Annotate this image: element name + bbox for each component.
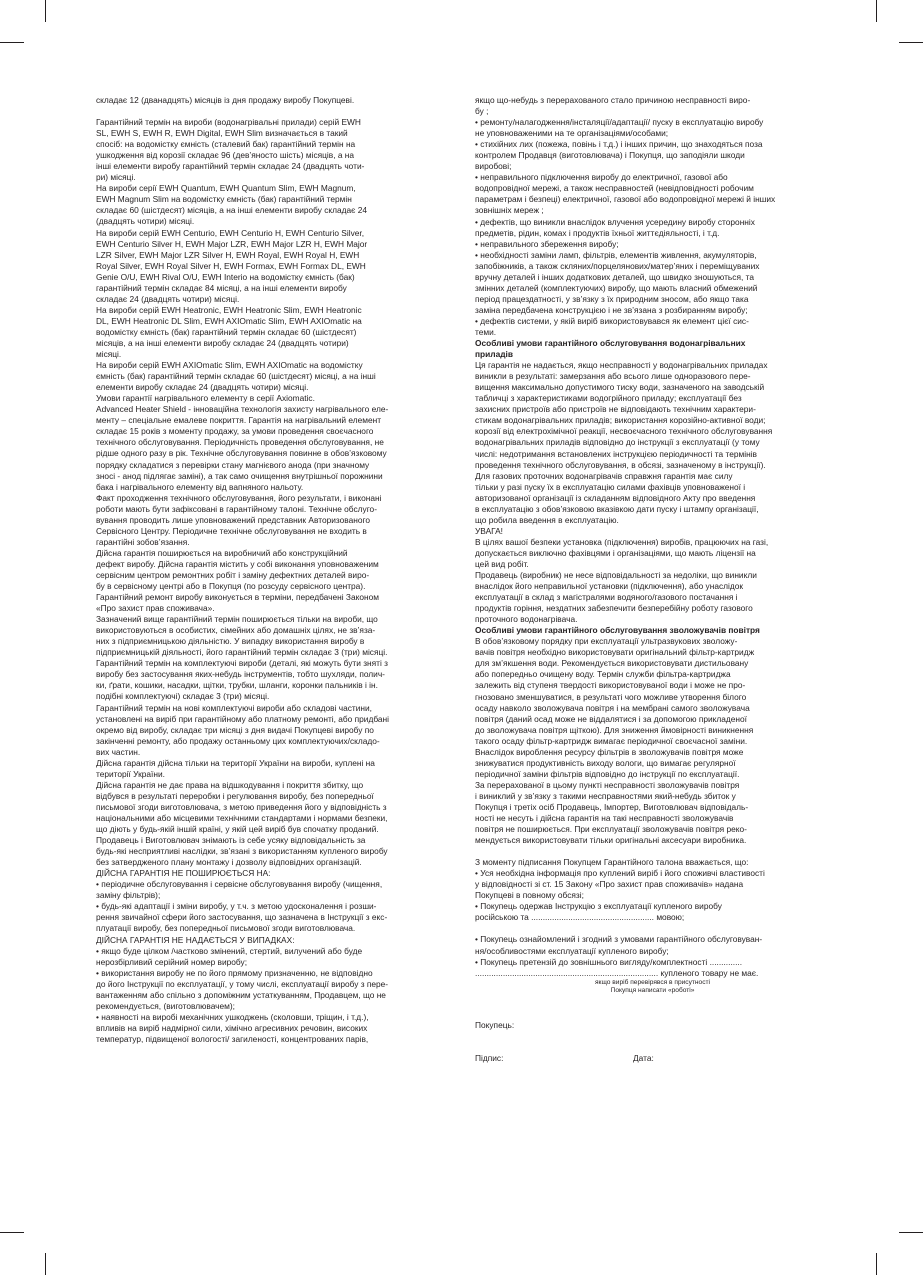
paragraph: Особливі умови гарантійного обслуговування зволожувачів повітря — [475, 625, 760, 636]
paragraph: Ця гарантія не надається, якщо несправності у водонагрівальних приладах виникли в результаті: замерзання або всього лише одноразового пере- вищення максимально допустимого тиску води, зазначеного на заводській табличці з характеристиками водогрійного приладу; експлуатації без захисних пристроїв або пристроїв не відповідають технічним характери- стикам водонагрівальних приладів; використання корозійно-активної води; корозії від електрохімічної реакції, несвоєчасного технічного обслуговування водонагрівальних приладів відповідно до інструкції з експлуатації (у тому числі: недотримання встановлених інструкцією періодичності та термінів проведення технічного обслуговування, в обсязі, зазначеному в інструкції). — [475, 360, 773, 470]
right-text-column — [475, 95, 830, 1064]
crop-mark-bottom-right-v — [876, 1253, 877, 1275]
paragraph: • Уся необхідна інформація про куплений виріб і його споживчі властивості у відповідності зі ст. 15 Закону «Про захист прав споживачів» надана Покупцеві в повному обсязі; — [475, 868, 765, 901]
paragraph: На вироби серій EWH Centurio, EWH Centurio H, EWH Centurio Silver, EWH Centurio Silver H, EWH Major LZR, EWH Major LZR H, EWH Major LZR Silver, EWH Major LZR Silver H, EWH Royal, EWH Royal H, EWH Royal Silver, EWH Royal Silver H, EWH Formax, EWH Formax DL, EWH Genie O/U, EWH Rival O/U, EWH Interio на водомістку ємність (бак) гарантійний термін складає 84 місяці, а на інші елементи виробу складає 24 (двадцять чотири) місяці. — [96, 227, 368, 304]
paragraph: ДІЙСНА ГАРАНТІЯ НЕ ПОШИРЮЄТЬСЯ НА: — [96, 868, 271, 879]
paragraph: В цілях вашої безпеки установка (підключення) виробів, працюючих на газі, допускається виключно фахівцями і організаціями, що мають ліцензії на цей вид робіт. — [475, 536, 769, 569]
paragraph: Умови гарантії нагрівального елементу в серії Axiomatic. — [96, 393, 315, 404]
paragraph: • якщо буде цілком /частково змінений, стертий, вилучений або буде нерозбірливий серійний номер виробу; — [96, 945, 363, 967]
crop-mark-top-left-v — [45, 0, 46, 22]
paragraph: • використання виробу не по його прямому призначенню, не відповідно до його Інструкції по експлуатації, у тому числі, експлуатації виробу з пере- вантаженням або спільно з допоміжним устаткуванням, Продавцем, що не рекомендується, (виготовлювачем); — [96, 967, 389, 1011]
paragraph: Advanced Heater Shield - інноваційна технологія захисту нагрівального еле- менту – спеціальне емалеве покриття. Гарантія на нагрівальний елемент складає 15 років з моменту продажу, за умови проведення своєчасного технічного обслуговування. Періодичність проведення обслуговування, не рідше одного разу в рік. Технічне обслуговування повинне в обов’язковому порядку складатися з перевірки стану магнієвого анода (при значному зносі - анод підлягає заміні), а так само очищення внутрішньої порожнини бака і нагрівального елементу від вапняного нальоту. — [96, 404, 389, 492]
paragraph: Особливі умови гарантійного обслуговування водонагрівальних приладів — [475, 338, 746, 360]
paragraph: • будь-які адаптації і зміни виробу, у т.ч. з метою удосконалення і розши- рення звичайної сфери його застосування, що зазначена в Інструкції з екс- плуатації виробу, без попередньої письмової згоди виготовлювача. — [96, 901, 388, 934]
paragraph: На вироби серій EWH AXIOmatic Slim, EWH AXIOmatic на водомістку ємність (бак) гарантійний термін складає 60 (шістдесят) місяці, а на інші елементи виробу складає 24 (двадцять чотири) місяці. — [96, 360, 376, 393]
signature-date-row — [475, 1053, 830, 1064]
spacer — [475, 996, 830, 1020]
paragraph: Гарантійний термін на вироби (водонагрівальні прилади) серій EWH SL, EWH S, EWH R, EWH Digital, EWH Slim визначається в такий спосіб: на водомістку ємність (сталевий бак) гарантійний термін на ушкодження від корозії складає 96 (дев’яносто шість) місяців, а на інші елементи виробу гарантійний термін складає 24 (двадцять чоти- ри) місяці. — [96, 117, 365, 183]
paragraph: • Покупець претензій до зовнішнього вигляду/комплектності .............. ............................................................................... купленого товару не має. — [475, 956, 759, 978]
paragraph: • стихійних лих (пожежа, повінь і т.д.) і інших причин, що знаходяться поза контролем Продавця (виготовлювача) і Покупця, що заподіяли шкоди виробові; — [475, 139, 763, 172]
right-column-paragraphs — [475, 95, 830, 979]
signature-note-line-2: Покупця написати «роботі» — [610, 987, 695, 995]
paragraph-gap — [475, 846, 830, 857]
paragraph: Продавець (виробник) не несе відповідальності за недоліки, що виникли внаслідок його неправильної установки (підключення), або унаслідок експлуатації в склад з магістралями водяного/газового постачання і продуктів горіння, нездатних забезпечити безперебійну роботу газового проточного водонагрівача. — [475, 570, 757, 625]
paragraph: Дійсна гарантія дійсна тільки на території України на вироби, куплені на території України. — [96, 757, 375, 779]
paragraph: За перерахованої в цьому пункті несправності зволожувачів повітря і виниклий у зв’язку з такими несправностями який-небудь збиток у Покупця і третіх осіб Продавець, Імпортер, Виготовлювач відповідаль- ності не несуть і дійсна гарантія на такі несправності зволожувачів повітря не поширюється. При експлуатації зволожувачів повітря реко- мендується використовувати тільки оригінальні аксесуари виробника. — [475, 779, 749, 846]
paragraph: ДІЙСНА ГАРАНТІЯ НЕ НАДАЄТЬСЯ У ВИПАДКАХ: — [96, 934, 295, 945]
paragraph-gap — [96, 106, 446, 117]
crop-mark-top-right-h — [899, 42, 923, 43]
paragraph: • дефектів, що виникли внаслідок влучення усередину виробу сторонніх предметів, рідин, комах і продуктів їхньої життєдіяльності, і т.д. — [475, 216, 755, 238]
left-text-column — [96, 95, 446, 1045]
paragraph: • наявності на виробі механічних ушкоджень (сколовши, тріщин, і т.д.), впливів на виріб надмірної сили, хімічно агресивних речовин, високих температур, підвищеної вологості/ загиленості, концентрованих парів, — [96, 1011, 369, 1044]
paragraph-gap — [475, 923, 830, 934]
paragraph: Зазначений вище гарантійний термін поширюється тільки на вироби, що використовуються в особистих, сімейних або домашніх цілях, не зв’яза- них з підприємницькою діяльністю. У випадку використання виробу в підприємницькій діяльності, його гарантійний термін складає 3 (три) місяці. Гарантійний термін на комплектуючі вироби (деталі, які можуть бути зняті з виробу без застосування яких-небудь інструментів, тобто шухляди, полич- ки, ґрати, кошики, насадки, щітки, трубки, шланги, коронки пальників і ін. подібні комплектуючі) складає 3 (три) місяці. — [96, 614, 388, 702]
buyer-label: Покупець: — [475, 1019, 515, 1030]
spacer — [475, 1031, 830, 1053]
paragraph: Гарантійний термін на нові комплектуючі вироби або складові частини, установлені на виріб при гарантійному або платному ремонті, або придбані окремо від виробу, складає три місяці з дня видачі Покупцеві виробу по закінченні ремонту, або продажу останньому цих комплектуючих/складо- вих частин. — [96, 702, 390, 757]
date-label: Дата: — [633, 1052, 654, 1063]
paragraph: Продавець і Виготовлювач знімають із себе усяку відповідальність за будь-які несприятливі наслідки, зв’язані з використанням купленого виробу без затвердженого плану монтажу і дозволу відповідних організацій. — [96, 835, 388, 868]
crop-mark-top-left-h — [0, 42, 24, 43]
crop-mark-top-right-v — [876, 0, 877, 22]
paragraph: З моменту підписання Покупцем Гарантійного талона вважається, що: — [475, 857, 749, 868]
paragraph: Дійсна гарантія не дає права на відшкодування і покриття збитку, що відбувся в результаті переробки і регулювання виробу, без попередньої письмової згоди виготовлювача, з метою приведення його у відповідність з національними або місцевими технічними стандартами і нормами безпеки, що діють у будь-якій іншій країні, у якій цей виріб був спочатку проданий. — [96, 779, 388, 835]
paragraph: В обов’язковому порядку при експлуатації ультразвукових зволожу- вачів повітря необхідно використовувати оригінальний фільтр-картридж для зм’якшення води. Рекомендується використовувати дистильовану або попередньо очищену воду. Термін служби фільтра-картриджа залежить від ступеня твердості використовуваної води і може не про- гнозовано зменшуватися, в результаті чого можливе утворення білого осаду навколо зволожувача повітря і на мембрані самого зволожувача повітря (даний осад може не віддалятися і за допомогою прикладеної до зволожувача повітря щіткою). Для зниження ймовірності виникнення такого осаду фільтр-картридж вимагає періодичної своєчасної заміни. Внаслідок вироблення ресурсу фільтрів в зволожувачів повітря може знижуватися продуктивність виходу вологи, що вимагає регулярної періодичної заміни фільтрів відповідно до інструкції по експлуатації. — [475, 636, 755, 779]
paragraph: • неправильного збереження виробу; — [475, 238, 619, 249]
paragraph: • дефектів системи, у якій виріб використовувався як елемент цієї сис- теми. — [475, 315, 749, 337]
paragraph: складає 12 (дванадцять) місяців із дня продажу виробу Покупцеві. — [96, 95, 355, 105]
paragraph: • неправильного підключення виробу до електричної, газової або водопровідної мережі, а також несправностей (невідповідності робочим параметрам і безпеці) електричної, газової або водопровідної мережі й інших зовнішніх мереж ; — [475, 172, 776, 216]
paragraph: На вироби серії EWH Quantum, EWH Quantum Slim, EWH Magnum, EWH Magnum Slim на водомістку ємність (бак) гарантійний термін складає 60 (шістдесят) місяців, а на інші елементи виробу складає 24 (двадцять чотири) місяці. — [96, 183, 368, 227]
crop-mark-bottom-right-h — [899, 1232, 923, 1233]
paragraph: УВАГА! — [475, 525, 503, 536]
paragraph: • Покупець одержав Інструкцію з експлуатації купленого виробу російською та ..................................................... мовою; — [475, 901, 722, 923]
paragraph: Дійсна гарантія поширюється на виробничий або конструкційний дефект виробу. Дійсна гарантія містить у собі виконання уповноваженим сервісним центром ремонтних робіт і заміну дефектних деталей виро- бу в сервісному центрі або в Покупця (по розсуду сервісного центра). Гарантійний ремонт виробу виконується в терміни, передбачені Законом «Про захист прав споживача». — [96, 547, 379, 614]
signature-note-line-1: якщо виріб перевірявся в присутності — [594, 978, 711, 986]
paragraph: На вироби серій EWH Heatronic, EWH Heatronic Slim, EWH Heatronic DL, EWH Heatronic DL Slim, EWH AXIOmatic Slim, EWH AXIOmatic на водомістку ємність (бак) гарантійний термін складає 60 (шістдесят) місяців, а на інші елементи виробу складає 24 (двадцять чотири) місяці. — [96, 304, 362, 360]
paragraph: • необхідності заміни ламп, фільтрів, елементів живлення, акумуляторів, запобіжників, а також скляних/порцелянових/матер’яних і переміщуваних вручну деталей і інших додаткових деталей, що швидко зношуються, та змінних деталей (комплектуючих) виробу, що мають власний обмежений період працездатності, у зв’язку з їх природним зносом, або якщо така заміна передбачена конструкцією і не зв’язана з розбиранням виробу; — [475, 249, 760, 315]
paragraph: Для газових проточних водонагрівачів справжня гарантія має силу тільки у разі пуску їх в експлуатацію силами фахівців уповноваженої і авторизованої організації із складанням відповідного Акту про введення в експлуатацію з обов’язковою вказівкою дати пуску і штампу організації, що робила введення в експлуатацію. — [475, 470, 759, 525]
crop-mark-bottom-left-v — [45, 1253, 46, 1275]
paragraph: якщо що-небудь з перерахованого стало причиною несправності виро- бу ; — [475, 95, 751, 117]
crop-mark-bottom-left-h — [0, 1232, 24, 1233]
paragraph: • періодичне обслуговування і сервісне обслуговування виробу (чищення, заміну фільтрів); — [96, 879, 383, 901]
paragraph: Факт проходження технічного обслуговування, його результати, і виконані роботи мають бути зафіксовані в гарантійному талоні. Технічне обслуго- вування проводить лише уповноважений представник Авторизованого Сервісного Центру. Періодичне технічне обслуговування не входить в гарантійні зобов’язання. — [96, 492, 382, 547]
signature-label: Підпис: — [475, 1052, 504, 1063]
paragraph: • ремонту/налагодження/інсталяції/адаптації/ пуску в експлуатацію виробу не уповноваженими на те організаціями/особами; — [475, 117, 764, 139]
paragraph: • Покупець ознайомлений і згодний з умовами гарантійного обслуговуван- ня/особливостями експлуатації купленого виробу; — [475, 934, 763, 956]
